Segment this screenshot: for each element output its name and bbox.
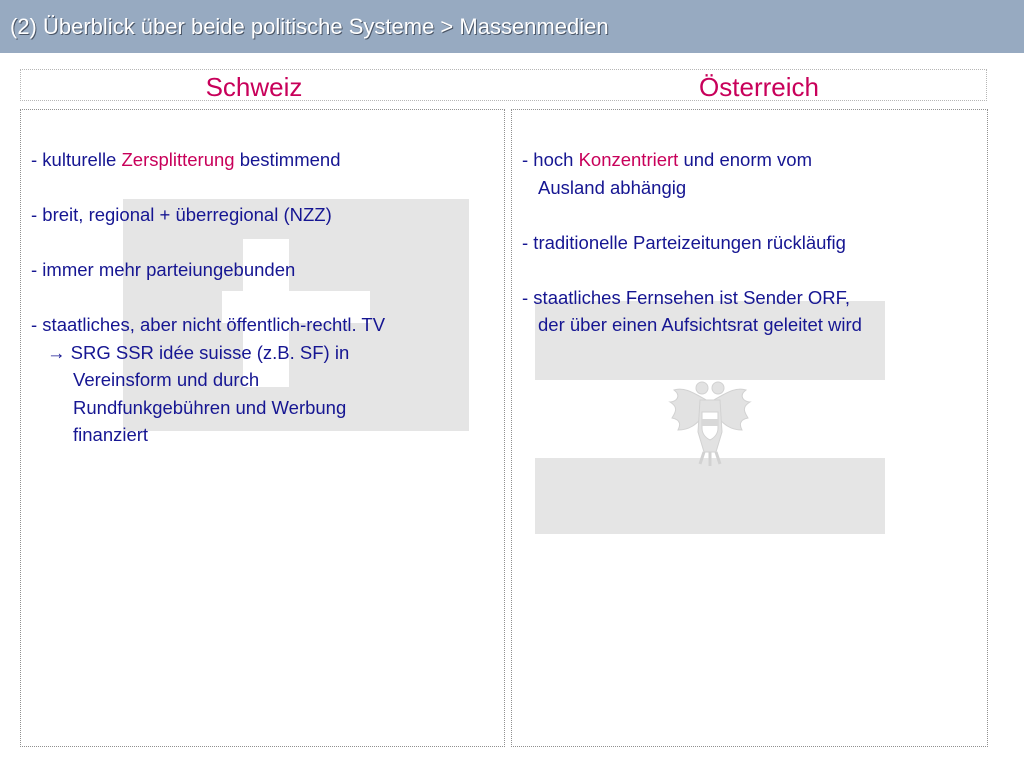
bullet-orf: - staatliches Fernsehen ist Sender ORF,	[522, 286, 851, 308]
schweiz-bullets	[31, 146, 500, 449]
bullet-zersplitterung	[31, 146, 500, 174]
title-bar	[0, 0, 1024, 53]
bullet-text-post: und enorm vom	[678, 149, 812, 170]
heading-oesterreich: Österreich	[699, 72, 819, 102]
panel-oesterreich	[511, 109, 988, 747]
slide-title: (2) Überblick über beide politische Systeme > Massenmedien	[10, 14, 609, 39]
heading-schweiz: Schweiz	[205, 72, 303, 102]
panel-schweiz	[20, 109, 505, 747]
bullet-text-pre: - hoch	[522, 149, 579, 170]
bullet-parteizeitungen: - traditionelle Parteizeitungen rückläufig	[522, 231, 846, 253]
oesterreich-bullets	[522, 146, 983, 339]
sub-line: finanziert	[73, 424, 149, 445]
bullet-continuation: Ausland abhängig	[538, 176, 687, 198]
sub-bullet-srg	[31, 339, 500, 367]
bullet-konzentriert	[522, 146, 983, 174]
bullet-text-pre: - kulturelle	[31, 149, 122, 170]
bullet-nzz: - breit, regional + überregional (NZZ)	[31, 204, 332, 225]
highlight-word: Konzentriert	[578, 149, 679, 170]
bullet-continuation: der über einen Aufsichtsrat geleitet wird	[538, 314, 862, 335]
bullet-parteiungebunden: - immer mehr parteiungebunden	[31, 259, 296, 280]
bullet-text-post: bestimmend	[234, 149, 341, 170]
arrow-right-icon: →	[47, 341, 66, 363]
sub-line: SRG SSR idée suisse (z.B. SF) in	[70, 341, 350, 363]
austrian-eagle-icon	[660, 372, 760, 472]
highlight-word: Zersplitterung	[121, 149, 235, 170]
bullet-tv: - staatliches, aber nicht öffentlich-rechtl. TV	[31, 314, 386, 335]
sub-line: Vereinsform und durch	[73, 369, 260, 390]
column-headings	[20, 69, 987, 101]
sub-line: Rundfunkgebühren und Werbung	[73, 396, 347, 418]
